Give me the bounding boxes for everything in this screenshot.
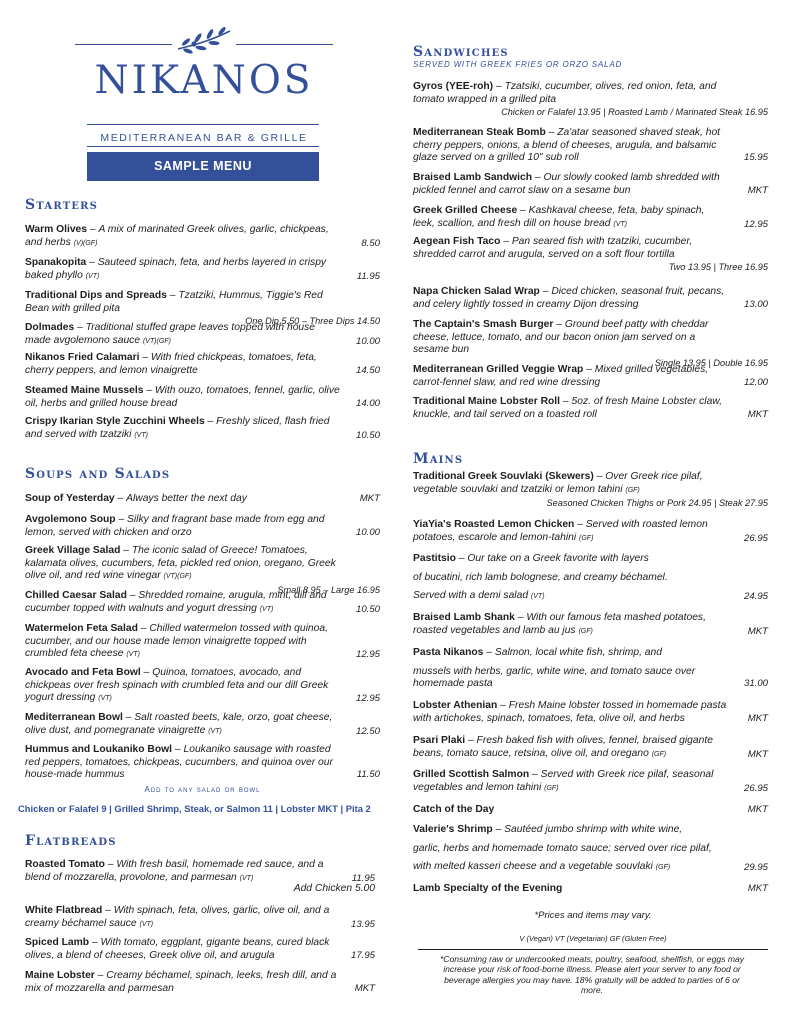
item-name: Roasted Tomato: [25, 859, 105, 870]
mains-item: [413, 804, 768, 817]
item-price: 14.00: [355, 397, 380, 409]
item-description: The iconic salad of Greece! Tomatoes, kalamata olives, cucumbers, feta, pickled red onion, oregano, Greek olive oil, and red wine vinegar: [25, 545, 336, 582]
mains-item: [413, 700, 768, 725]
item-name: Dolmades: [25, 322, 75, 333]
item-description: Za'atar seasoned shaved steak, hot cherry peppers, onions, a blend of cheeses, arugula, and balsamic glaze served on a grilled 10" sub roll: [413, 127, 721, 164]
mains-item: [413, 883, 768, 896]
item-price: 12.95: [743, 218, 768, 230]
item-description: With fried chickpeas, tomatoes, feta, cherry peppers, and lemon vinaigrette: [25, 352, 317, 376]
item-description: Served with Greek rice pilaf, seasonal vegetables and lemon tahini: [413, 769, 714, 793]
item-description-text: with melted kasseri cheese and a vegetable souvlaki: [413, 861, 653, 873]
item-body: Greek Grilled Cheese – Kashkaval cheese, feta, baby spinach, leek, scallion, and fresh dill on house bread (VT): [413, 205, 705, 229]
item-price: 13.00: [743, 298, 768, 310]
tagline: MEDITERRANEAN BAR & GRILLE: [100, 132, 308, 144]
item-price: Single 13.95 | Double 16.95: [654, 357, 768, 368]
item-description: Chilled watermelon tossed with quinoa, cucumber, and our house made lemon vinaigrette topped with crumbled feta cheese: [25, 623, 328, 660]
item-name: Soup of Yesterday: [25, 493, 115, 504]
item-name: Nikanos Fried Calamari: [25, 352, 140, 363]
item-body: Lobster Athenian – Fresh Maine lobster tossed in homemade pasta with artichokes, spinach, tomatoes, feta, olive oil, and herbs: [413, 700, 727, 724]
item-description: Silky and fragrant base made from egg and lemon, served with chicken and orzo: [25, 514, 325, 538]
item-body: Traditional Greek Souvlaki (Skewers) – Over Greek rice pilaf, vegetable souvlaki and tzatziki or lemon tahini (GF): [413, 471, 703, 495]
item-body: Mediterranean Grilled Veggie Wrap – Mixed grilled vegetables, carrot-fennel slaw, and red wine dressing: [413, 364, 709, 388]
item-name: Avocado and Feta Bowl: [25, 667, 141, 678]
item-price: Two 13.95 | Three 16.95: [668, 262, 768, 273]
item-body: Dolmades – Traditional stuffed grape leaves topped with house made avgolemono sauce (VT)(GF): [25, 322, 316, 346]
diet-tags: (GF): [651, 750, 667, 758]
diet-legend: V (Vegan) VT (Vegetarian) GF (Gluten Free): [519, 934, 667, 943]
item-description: Diced chicken, seasonal fruit, pecans, and celery lightly tossed in creamy Dijon dressing: [413, 286, 725, 310]
item-description: Fresh Maine lobster tossed in homemade pasta with artichokes, spinach, tomatoes, feta, olive oil, and herbs: [413, 700, 727, 724]
item-description-cont: mussels with herbs, garlic, white wine, and tomato sauce over homemade pasta: [413, 665, 696, 690]
diet-tags: (VT)(GF): [142, 337, 171, 345]
item-body: Crispy Ikarian Style Zucchini Wheels – Freshly sliced, flash fried and served with tzatziki (VT): [25, 416, 330, 440]
item-name: Avgolemono Soup: [25, 514, 116, 525]
item-price: MKT: [747, 748, 768, 760]
diet-tags: (VT): [613, 220, 627, 228]
item-description: Sauteed spinach, feta, and herbs layered in crispy baked phyllo: [25, 257, 327, 281]
item-price: 15.95: [743, 152, 768, 164]
item-price: MKT: [747, 625, 768, 637]
item-price: One Dip 5.50 – Three Dips 14.50: [245, 316, 380, 327]
item-name: Napa Chicken Salad Wrap: [413, 286, 540, 297]
item-description: Salmon, local white fish, shrimp, and: [494, 647, 662, 658]
item-name: Lamb Specialty of the Evening: [413, 883, 563, 894]
item-price: 12.00: [743, 376, 768, 388]
item-body: White Flatbread – With spinach, feta, olives, garlic, olive oil, and a creamy béchamel sauce (VT): [25, 905, 330, 929]
diet-tags: (GF): [544, 784, 559, 792]
item-description: With our famous feta mashed potatoes, roasted vegetables and lamb au jus: [413, 612, 706, 636]
item-price: 17.95: [350, 949, 375, 961]
item-description: Always better the next day: [126, 493, 247, 504]
diet-tags: (VT): [530, 593, 545, 601]
item-description-cont: [413, 861, 768, 875]
item-body: Maine Lobster – Creamy béchamel, spinach, leeks, fresh dill, and a mix of mozzarella and parmesan: [25, 970, 337, 994]
item-body: Aegean Fish Taco – Pan seared fish with tzatziki, cucumber, shredded carrot and arugula, served on a soft flour tortilla: [413, 236, 693, 260]
item-name: Mediterranean Steak Bomb: [413, 127, 546, 138]
mains-item: [413, 519, 768, 545]
item-price: MKT: [747, 712, 768, 724]
item-body: Avocado and Feta Bowl – Quinoa, tomatoes, avocado, and chickpeas over fresh spinach with crumbled feta and our dill Greek yogurt dressing (VT): [25, 667, 329, 704]
item-body: [413, 804, 728, 817]
item-description: Tzatziki, Hummus, Tiggie's Red Bean with grilled pita: [25, 290, 323, 314]
sandwiches-item: [413, 364, 768, 389]
item-price: MKT: [747, 883, 768, 894]
item-name: Braised Lamb Shank: [413, 612, 515, 623]
item-body: Steamed Maine Mussels – With ouzo, tomatoes, fennel, garlic, olive oil, herbs and grilled house bread: [25, 385, 340, 409]
soups-item: [25, 493, 380, 506]
item-price: 10.50: [355, 429, 380, 441]
item-body: Valerie's Shrimp – Sautéed jumbo shrimp with white wine,: [413, 824, 683, 835]
mains-item: [413, 647, 768, 691]
item-name: Mediterranean Bowl: [25, 712, 123, 723]
item-price: 11.95: [351, 872, 375, 884]
item-price: 11.95: [356, 270, 380, 282]
item-body: Chilled Caesar Salad – Shredded romaine, arugula, mint, dill and cucumber topped with walnuts and yogurt dressing (VT): [25, 590, 327, 614]
item-body: Psari Plaki – Fresh baked fish with olives, fennel, braised gigante beans, tomato sauce, retsina, olive oil, and oregano (GF): [413, 735, 713, 759]
item-body: Avgolemono Soup – Silky and fragrant base made from egg and lemon, served with chicken and orzo: [25, 514, 325, 538]
item-name: The Captain's Smash Burger: [413, 319, 554, 330]
item-description: Sautéed jumbo shrimp with white wine,: [504, 824, 683, 835]
item-description: Kashkaval cheese, feta, baby spinach, leek, scallion, and fresh dill on house bread: [413, 205, 705, 229]
sandwiches-item: [413, 236, 768, 274]
item-description: A mix of marinated Greek olives, garlic, chickpeas, and herbs: [25, 224, 329, 248]
item-price: MKT: [354, 982, 375, 994]
diet-tags: (GF): [625, 486, 640, 494]
item-price: 29.95: [743, 862, 768, 874]
item-body: Traditional Dips and Spreads – Tzatziki, Hummus, Tiggie's Red Bean with grilled pita: [25, 290, 323, 314]
item-name: Traditional Greek Souvlaki (Skewers): [413, 471, 594, 482]
item-description-cont: garlic, herbs and homemade tomato sauce; served over rice pilaf,: [413, 842, 712, 854]
starters-item: [25, 257, 380, 283]
item-price: MKT: [747, 408, 768, 420]
starters-heading: Starters: [25, 197, 99, 213]
diet-tags: (VT): [134, 431, 148, 439]
flatbreads-item: [25, 905, 375, 931]
item-price: 31.00: [743, 678, 768, 690]
item-name: Chilled Caesar Salad: [25, 590, 127, 601]
item-price: 10.50: [355, 603, 380, 615]
item-name: Greek Grilled Cheese: [413, 205, 518, 216]
sandwiches-item: [413, 81, 768, 119]
sandwiches-item: [413, 319, 768, 369]
item-description: With fresh basil, homemade red sauce, and a blend of mozzarella, provolone, and parmesan: [25, 859, 324, 883]
item-description-text: Served with a demi salad: [413, 590, 529, 602]
item-price: 11.50: [356, 769, 380, 781]
item-name: Grilled Scottish Salmon: [413, 769, 530, 780]
item-body: Pasta Nikanos – Salmon, local white fish, shrimp, and: [413, 647, 662, 658]
flatbreads-item: [25, 859, 375, 894]
item-price: 26.95: [743, 532, 768, 544]
item-name: Spanakopita: [25, 257, 87, 268]
soups-item: [25, 623, 380, 662]
item-description: Mixed grilled vegetables, carrot-fennel slaw, and red wine dressing: [413, 364, 709, 388]
item-name: Watermelon Feta Salad: [25, 623, 138, 634]
item-description: Our slowly cooked lamb shredded with pickled fennel and carrot slaw on a sesame bun: [413, 172, 720, 196]
item-body: Roasted Tomato – With fresh basil, homemade red sauce, and a blend of mozzarella, provolone, and parmesan (VT): [25, 859, 324, 883]
item-body: Nikanos Fried Calamari – With fried chickpeas, tomatoes, feta, cherry peppers, and lemon vinaigrette: [25, 352, 317, 376]
sample-menu-banner: SAMPLE MENU: [87, 152, 319, 181]
item-description: Freshly sliced, flash fried and served with tzatziki: [25, 416, 330, 440]
item-price: 8.50: [361, 237, 380, 249]
item-price: Seasoned Chicken Thighs or Pork 24.95 | Steak 27.95: [546, 498, 768, 509]
soups-item: [25, 590, 380, 616]
sandwiches-subtitle: SERVED WITH GREEK FRIES OR ORZO SALAD: [413, 60, 623, 69]
mains-heading: Mains: [413, 451, 464, 467]
soups-heading: Soups and Salads: [25, 466, 171, 482]
item-name: Steamed Maine Mussels: [25, 385, 144, 396]
item-name: Traditional Dips and Spreads: [25, 290, 167, 301]
item-body: Greek Village Salad – The iconic salad of Greece! Tomatoes, kalamata olives, cucumbers, feta, pickled red onion, oregano, Greek olive oil, and red wine vinegar (VT)(GF): [25, 545, 336, 582]
item-description: Loukaniko sausage with roasted red peppers, tomatoes, chickpeas, cucumbers, and quinoa over our house-made hummus: [25, 744, 333, 781]
item-addon-price: Add Chicken 5.00: [293, 883, 375, 894]
addon-title: Add to any salad or bowl: [144, 785, 261, 794]
item-name: Psari Plaki: [413, 735, 466, 746]
diet-tags: (VT)(GF): [163, 573, 192, 581]
soups-item: [25, 514, 380, 539]
item-description: Our take on a Greek favorite with layers: [467, 553, 649, 564]
item-price: 12.95: [355, 693, 380, 705]
item-name: Catch of the Day: [413, 804, 495, 815]
item-price: 24.95: [743, 591, 768, 603]
item-price: 10.00: [355, 335, 380, 347]
item-description: Pan seared fish with tzatziki, cucumber, shredded carrot and arugula, served on a soft flour tortilla: [413, 236, 693, 260]
sandwiches-item: [413, 396, 768, 421]
soups-item: [25, 545, 380, 596]
starters-item: [25, 224, 380, 250]
item-description-cont: of bucatini, rich lamb bolognese, and creamy béchamel.: [413, 571, 668, 583]
diet-tags: (V)(GF): [73, 239, 98, 247]
item-description: Traditional stuffed grape leaves topped with house made avgolemono sauce: [25, 322, 316, 346]
sandwiches-item: [413, 205, 768, 231]
sandwiches-item: [413, 286, 768, 311]
item-name: Aegean Fish Taco: [413, 236, 501, 247]
item-body: Warm Olives – A mix of marinated Greek olives, garlic, chickpeas, and herbs (V)(GF): [25, 224, 329, 248]
item-body: Braised Lamb Sandwich – Our slowly cooked lamb shredded with pickled fennel and carrot slaw on a sesame bun: [413, 172, 720, 196]
item-description: Salt roasted beets, kale, orzo, goat cheese, olive dust, and pomegranate vinaigrette: [25, 712, 333, 736]
item-name: Lobster Athenian: [413, 700, 498, 711]
prices-note: *Prices and items may vary.: [534, 910, 652, 921]
starters-item: [25, 385, 380, 410]
item-name: Maine Lobster: [25, 970, 95, 981]
item-body: Pastitsio – Our take on a Greek favorite with layers: [413, 553, 649, 564]
starters-item: [25, 322, 380, 348]
item-name: Spiced Lamb: [25, 937, 90, 948]
sandwiches-item: [413, 172, 768, 197]
diet-tags: (VT): [208, 727, 222, 735]
soups-item: [25, 667, 380, 706]
flatbreads-item: [25, 937, 375, 962]
item-price: MKT: [747, 184, 768, 196]
item-name: Hummus and Loukaniko Bowl: [25, 744, 173, 755]
mains-item: [413, 824, 768, 875]
item-name: White Flatbread: [25, 905, 103, 916]
item-body: Mediterranean Steak Bomb – Za'atar seasoned shaved steak, hot cherry peppers, onions, a blend of cheeses, arugula, and balsamic glaze served on a grilled 10" sub roll: [413, 127, 721, 164]
item-body: Spanakopita – Sauteed spinach, feta, and herbs layered in crispy baked phyllo (VT): [25, 257, 327, 281]
item-name: Valerie's Shrimp: [413, 824, 493, 835]
item-description: Ground beef patty with cheddar cheese, lettuce, tomato, and our bacon onion jam served on a sesame bun: [413, 319, 709, 356]
item-name: Greek Village Salad: [25, 545, 121, 556]
item-name: Crispy Ikarian Style Zucchini Wheels: [25, 416, 205, 427]
sandwiches-item: [413, 127, 768, 165]
soups-item: [25, 744, 380, 782]
starters-item: [25, 416, 380, 442]
item-name: Gyros (YEE-roh): [413, 81, 494, 92]
item-price: MKT: [359, 493, 380, 504]
item-price: 12.50: [355, 725, 380, 737]
item-name: Pastitsio: [413, 553, 456, 564]
item-body: Napa Chicken Salad Wrap – Diced chicken, seasonal fruit, pecans, and celery lightly tossed in creamy Dijon dressing: [413, 286, 725, 310]
item-body: The Captain's Smash Burger – Ground beef patty with cheddar cheese, lettuce, tomato, and our bacon onion jam served on a sesame bun: [413, 319, 709, 356]
item-price: 13.95: [350, 918, 375, 930]
item-body: YiaYia's Roasted Lemon Chicken – Served with roasted lemon potatoes, escarole and lemon-tahini (GF): [413, 519, 708, 543]
item-description: With tomato, eggplant, gigante beans, cured black olives, a blend of cheeses, Greek olive oil, and arugula: [25, 937, 330, 961]
item-body: Watermelon Feta Salad – Chilled watermelon tossed with quinoa, cucumber, and our house made lemon vinaigrette topped with crumbled feta cheese (VT): [25, 623, 328, 660]
consumer-advisory: *Consuming raw or undercooked meats, poultry, seafood, shellfish, or eggs may increase your risk of food-borne illness. Please alert your server to any food or beverage allergies you may have. 18% gratuity will be added to parties of 6 or more.: [439, 954, 745, 996]
item-body: [413, 883, 728, 896]
item-name: Pasta Nikanos: [413, 647, 484, 658]
item-body: Hummus and Loukaniko Bowl – Loukaniko sausage with roasted red peppers, tomatoes, chickpeas, cucumbers, and quinoa over our house-made hummus: [25, 744, 333, 781]
olive-branch-icon: [174, 27, 234, 55]
diet-tags: (VT): [85, 272, 100, 280]
item-description: With spinach, feta, olives, garlic, olive oil, and a creamy béchamel sauce: [25, 905, 330, 929]
item-price: Small 8.95 – Large 16.95: [277, 584, 380, 595]
diet-tags: (VT): [98, 695, 112, 703]
item-body: Gyros (YEE-roh) – Tzatsiki, cucumber, olives, red onion, feta, and tomato wrapped in a grilled pita: [413, 81, 717, 105]
item-description: Fresh baked fish with olives, fennel, braised gigante beans, tomato sauce, retsina, olive oil, and oregano: [413, 735, 713, 759]
item-description: 5oz. of fresh Maine Lobster claw, knuckle, and tail served on a toasted roll: [413, 396, 723, 420]
sandwiches-heading: Sandwiches: [413, 44, 509, 60]
item-body: Mediterranean Bowl – Salt roasted beets, kale, orzo, goat cheese, olive dust, and pomegranate vinaigrette (VT): [25, 712, 333, 736]
item-price: Chicken or Falafel 13.95 | Roasted Lamb / Marinated Steak 16.95: [501, 107, 768, 118]
item-name: Braised Lamb Sandwich: [413, 172, 533, 183]
mains-item: [413, 735, 768, 761]
item-description: Tzatsiki, cucumber, olives, red onion, feta, and tomato wrapped in a grilled pita: [413, 81, 717, 105]
item-description-cont: [413, 590, 768, 604]
item-name: YiaYia's Roasted Lemon Chicken: [413, 519, 575, 530]
mains-item: [413, 553, 768, 604]
mains-item: [413, 612, 768, 638]
item-description: With ouzo, tomatoes, fennel, garlic, olive oil, herbs and grilled house bread: [25, 385, 340, 409]
item-price: MKT: [747, 804, 768, 815]
item-price: 26.95: [743, 782, 768, 794]
item-description: Creamy béchamel, spinach, leeks, fresh dill, and a mix of mozzarella and parmesan: [25, 970, 337, 994]
diet-tags: (GF): [579, 534, 594, 542]
item-description: Shredded romaine, arugula, mint, dill and cucumber topped with walnuts and yogurt dressing: [25, 590, 327, 614]
item-body: Soup of Yesterday – Always better the next day: [25, 493, 247, 504]
starters-item: [25, 352, 380, 377]
item-name: Warm Olives: [25, 224, 87, 235]
item-name: Traditional Maine Lobster Roll: [413, 396, 561, 407]
flatbreads-item: [25, 970, 375, 995]
diet-tags: (GF): [578, 627, 593, 635]
item-price: 10.00: [355, 526, 380, 538]
restaurant-name: NIKANOS: [94, 58, 314, 103]
item-body: Grilled Scottish Salmon – Served with Greek rice pilaf, seasonal vegetables and lemon tahini (GF): [413, 769, 714, 793]
item-price: 14.50: [355, 364, 380, 376]
item-body: Braised Lamb Shank – With our famous feta mashed potatoes, roasted vegetables and lamb au jus (GF): [413, 612, 706, 636]
item-description: Over Greek rice pilaf, vegetable souvlaki and tzatziki or lemon tahini: [413, 471, 703, 495]
diet-tags: (GF): [655, 864, 671, 872]
mains-item: [413, 471, 768, 510]
item-description: Quinoa, tomatoes, avocado, and chickpeas over fresh spinach with crumbled feta and our dill Greek yogurt dressing: [25, 667, 329, 704]
item-name: Mediterranean Grilled Veggie Wrap: [413, 364, 584, 375]
addon-options: Chicken or Falafel 9 | Grilled Shrimp, Steak, or Salmon 11 | Lobster MKT | Pita 2: [18, 803, 371, 814]
mains-item: [413, 769, 768, 795]
diet-tags: (VT): [139, 920, 154, 928]
item-price: 12.95: [355, 649, 380, 661]
item-body: Traditional Maine Lobster Roll – 5oz. of fresh Maine Lobster claw, knuckle, and tail served on a toasted roll: [413, 396, 723, 420]
item-body: Spiced Lamb – With tomato, eggplant, gigante beans, cured black olives, a blend of cheeses, Greek olive oil, and arugula: [25, 937, 330, 961]
flatbreads-heading: Flatbreads: [25, 833, 117, 849]
item-description: Served with roasted lemon potatoes, escarole and lemon-tahini: [413, 519, 708, 543]
soups-item: [25, 712, 380, 738]
diet-tags: (VT): [239, 874, 254, 882]
diet-tags: (VT): [126, 651, 140, 659]
diet-tags: (VT): [259, 605, 274, 613]
